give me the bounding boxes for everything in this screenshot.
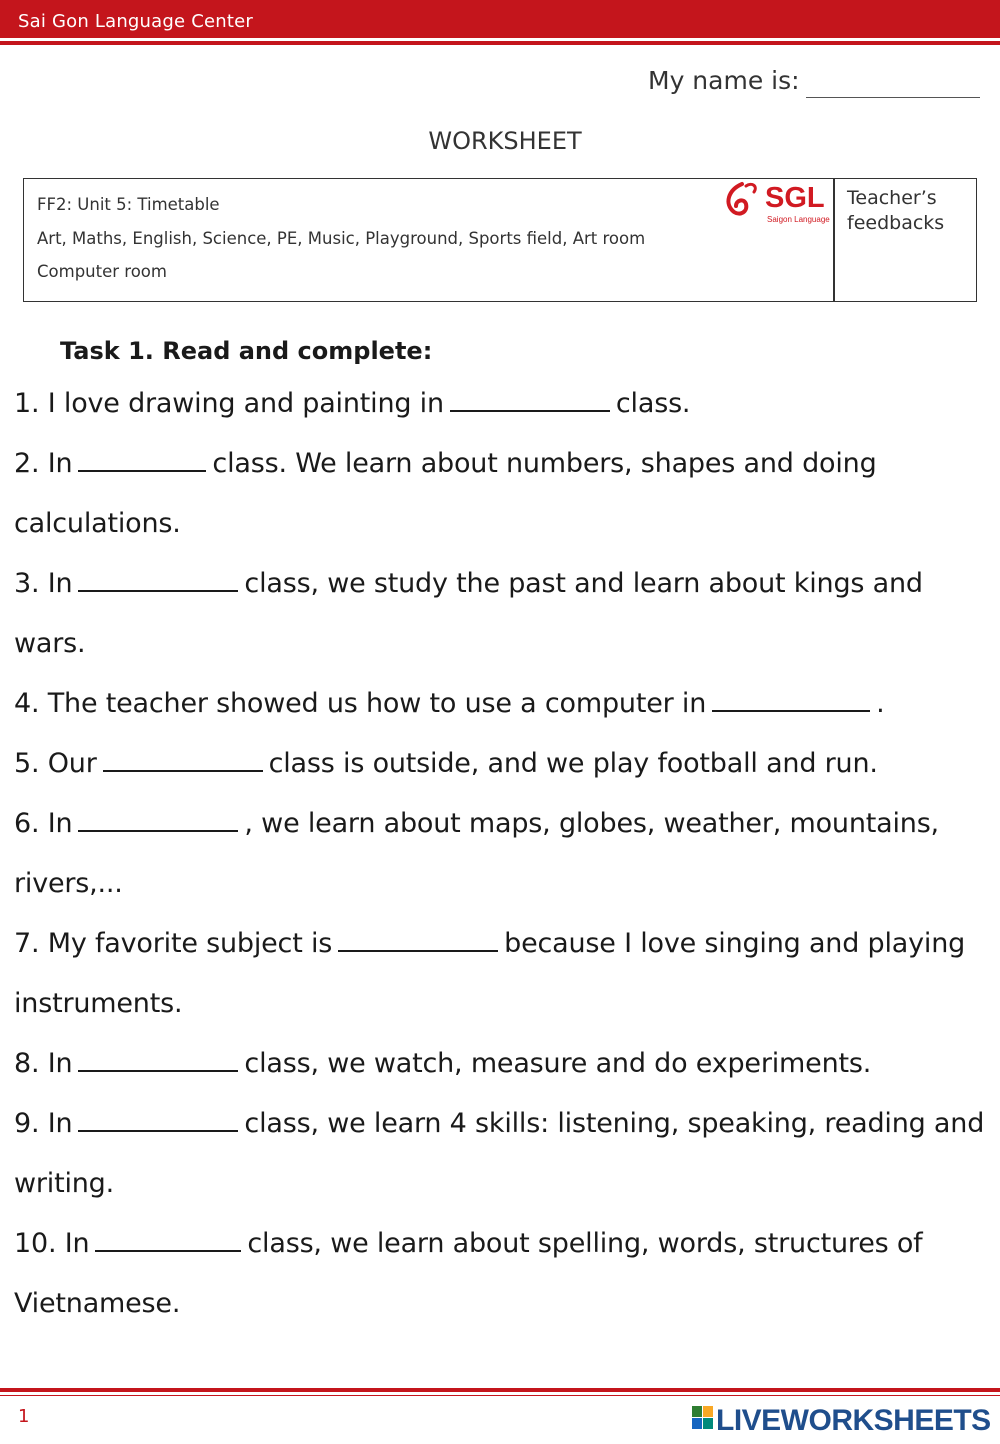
answer-blank-8[interactable] bbox=[78, 1069, 238, 1072]
worksheet-title: WORKSHEET bbox=[428, 127, 582, 155]
task-title: Task 1. Read and complete: bbox=[60, 337, 433, 365]
answer-blank-3[interactable] bbox=[78, 589, 238, 592]
name-input-line[interactable] bbox=[806, 97, 980, 98]
answer-blank-10[interactable] bbox=[95, 1249, 241, 1252]
teacher-feedback-label: Teacher’s feedbacks bbox=[847, 187, 945, 234]
unit-line: FF2: Unit 5: Timetable bbox=[37, 195, 220, 214]
answer-blank-6[interactable] bbox=[78, 829, 238, 832]
answer-blank-4[interactable] bbox=[712, 709, 870, 712]
info-divider bbox=[833, 178, 835, 302]
question-6-cont: rivers,... bbox=[14, 868, 123, 899]
question-8: 8. In class, we watch, measure and do experiments. bbox=[14, 1048, 872, 1079]
question-2: 2. In class. We learn about numbers, shapes and doing bbox=[14, 448, 877, 479]
question-7-cont: instruments. bbox=[14, 988, 183, 1019]
question-7: 7. My favorite subject is because I love singing and playing bbox=[14, 928, 966, 959]
header-rule bbox=[0, 41, 1000, 45]
question-10: 10. In class, we learn about spelling, words, structures of bbox=[14, 1228, 923, 1259]
header-title: Sai Gon Language Center bbox=[18, 11, 254, 32]
question-9-cont: writing. bbox=[14, 1168, 115, 1199]
name-label: My name is: bbox=[648, 66, 800, 95]
logo-subtitle: Saigon Language bbox=[767, 215, 830, 224]
question-3: 3. In class, we study the past and learn about kings and bbox=[14, 568, 923, 599]
answer-blank-2[interactable] bbox=[78, 469, 206, 472]
answer-blank-9[interactable] bbox=[78, 1129, 238, 1132]
liveworksheets-logo-icon bbox=[692, 1406, 714, 1430]
footer-rule-thin bbox=[0, 1395, 1000, 1396]
vocab-line-2: Computer room bbox=[37, 262, 167, 281]
answer-blank-1[interactable] bbox=[450, 409, 610, 412]
question-10-cont: Vietnamese. bbox=[14, 1288, 181, 1319]
question-9: 9. In class, we learn 4 skills: listening, speaking, reading and bbox=[14, 1108, 985, 1139]
question-3-cont: wars. bbox=[14, 628, 86, 659]
vocab-line-1: Art, Maths, English, Science, PE, Music, Playground, Sports field, Art room bbox=[37, 229, 646, 248]
question-1: 1. I love drawing and painting in class. bbox=[14, 388, 691, 419]
answer-blank-7[interactable] bbox=[338, 949, 498, 952]
question-6: 6. In , we learn about maps, globes, weather, mountains, bbox=[14, 808, 939, 839]
logo-text: SGL bbox=[765, 182, 825, 214]
question-5: 5. Our class is outside, and we play football and run. bbox=[14, 748, 878, 779]
liveworksheets-text: LIVEWORKSHEETS bbox=[716, 1404, 991, 1437]
question-4: 4. The teacher showed us how to use a computer in . bbox=[14, 688, 885, 719]
page-number: 1 bbox=[18, 1406, 30, 1427]
question-2-cont: calculations. bbox=[14, 508, 181, 539]
answer-blank-5[interactable] bbox=[103, 769, 263, 772]
footer-rule bbox=[0, 1388, 1000, 1392]
